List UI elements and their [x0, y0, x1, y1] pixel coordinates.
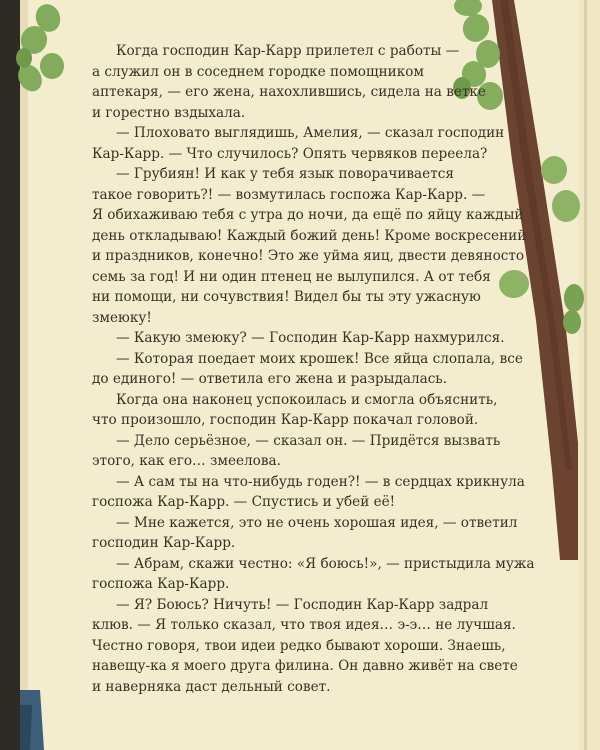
- text-line: — Какую змеюку? — Господин Кар-Карр нахмурился.: [116, 330, 505, 346]
- text-line: и праздников, конечно! Это же уйма яиц, двести девяносто: [92, 248, 525, 264]
- text-line: навещу-ка я моего друга филина. Он давно живёт на свете: [92, 658, 518, 674]
- text-line: — Грубиян! И как у тебя язык поворачивается: [116, 166, 454, 182]
- text-line: — Мне кажется, это не очень хорошая идея, — ответил: [116, 514, 518, 531]
- text-line: Я обихаживаю тебя с утра до ночи, да ещё по яйцу каждый: [92, 207, 524, 223]
- text-line: Когда она наконец успокоилась и смогла объяснить,: [116, 391, 498, 408]
- page-left-shadow: [20, 0, 28, 750]
- text-line: госпожа Кар-Карр. — Спустись и убей её!: [92, 494, 396, 510]
- text-line: семь за год! И ни один птенец не вылупился. А от тебя: [92, 268, 491, 285]
- text-line: — Дело серьёзное, — сказал он. — Придётся вызвать: [116, 432, 501, 449]
- text-line: и наверняка даст дельный совет.: [92, 678, 331, 695]
- text-line: Честно говоря, твои идеи редко бывают хороши. Знаешь,: [92, 637, 506, 654]
- text-line: — Которая поедает моих крошек! Все яйца слопала, все: [116, 350, 523, 367]
- text-line: что произошло, господин Кар-Карр покачал головой.: [92, 412, 479, 428]
- page-right-edge: [578, 0, 600, 750]
- text-line: до единого! — ответила его жена и разрыдалась.: [92, 371, 448, 387]
- text-line: Кар-Карр. — Что случилось? Опять червяков переела?: [92, 145, 488, 162]
- text-line: ни помощи, ни сочувствия! Видел бы ты эту ужасную: [92, 289, 481, 305]
- text-line: такое говорить?! — возмутилась госпожа Кар-Карр. —: [92, 186, 486, 203]
- text-line: — Абрам, скажи честно: «Я боюсь!», — пристыдила мужа: [116, 555, 535, 572]
- text-line: господин Кар-Карр.: [92, 535, 236, 551]
- text-line: и горестно вздыхала.: [92, 104, 246, 121]
- text-line: клюв. — Я только сказал, что твоя идея… э-э… не лучшая.: [92, 617, 516, 633]
- story-text: [92, 41, 542, 697]
- text-line: Когда господин Кар-Карр прилетел с работы —: [116, 43, 460, 59]
- text-line: этого, как его… змеелова.: [92, 453, 281, 469]
- text-line: день откладываю! Каждый божий день! Кроме воскресений: [92, 227, 527, 244]
- text-line: а служил он в соседнем городке помощником: [92, 63, 424, 80]
- page-left-edge: [0, 0, 20, 750]
- text-line: змеюку!: [92, 309, 152, 326]
- text-line: аптекаря, — его жена, нахохлившись, сидела на ветке: [92, 84, 486, 100]
- text-line: — А сам ты на что-нибудь годен?! — в сердцах крикнула: [116, 473, 525, 490]
- text-line: — Плоховато выглядишь, Амелия, — сказал господин: [116, 125, 505, 141]
- text-line: госпожа Кар-Карр.: [92, 576, 230, 592]
- text-line: — Я? Боюсь? Ничуть! — Господин Кар-Карр задрал: [116, 596, 489, 613]
